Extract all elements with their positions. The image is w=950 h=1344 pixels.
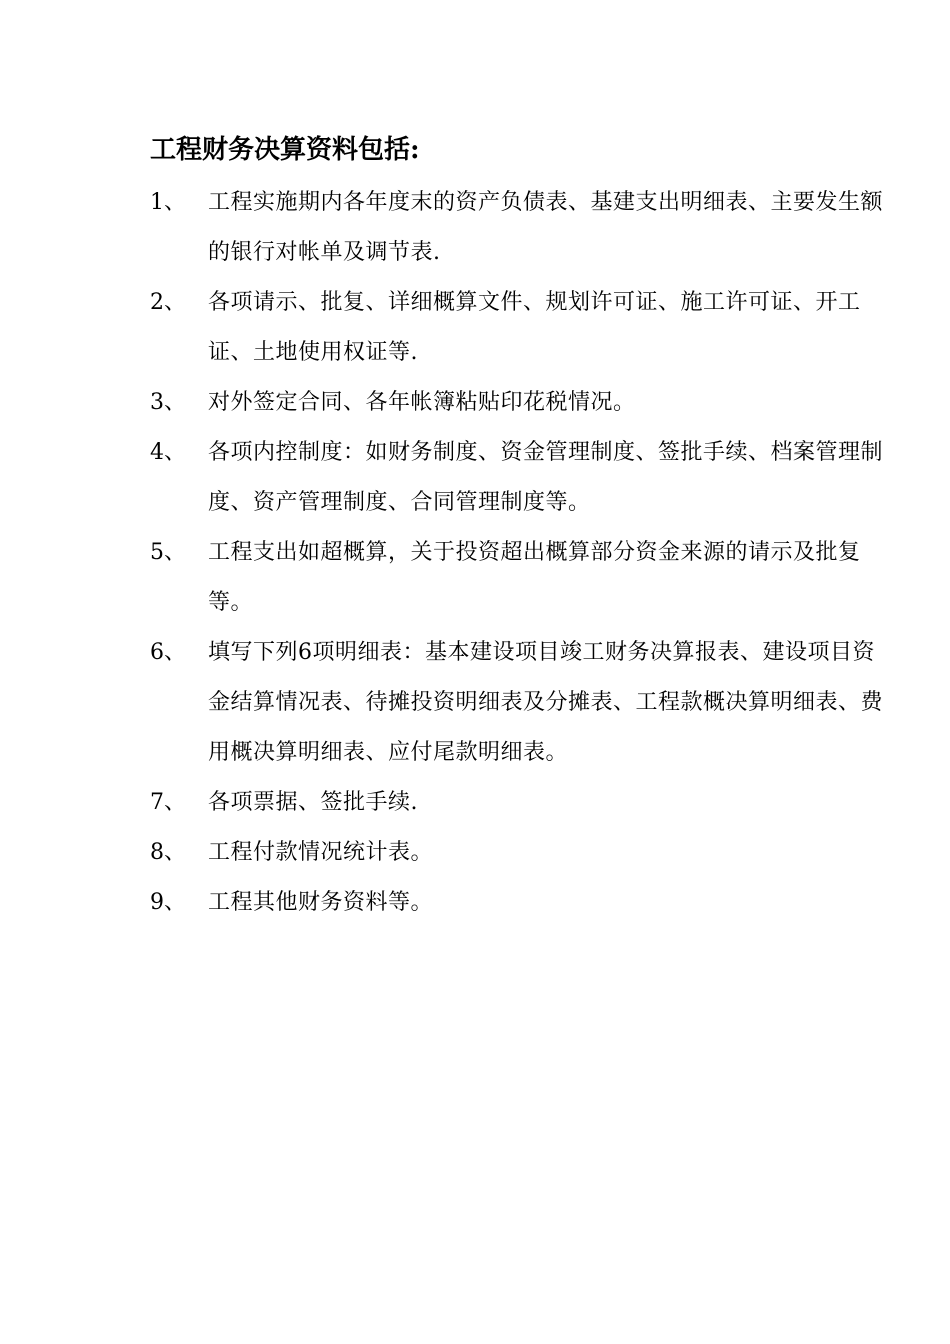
item-number: 5、 (150, 540, 186, 565)
item-text: 工程实施期内各年度末的资产负债表、基建支出明细表、主要发生额的银行对帐单及调节表. (208, 190, 884, 265)
item-text: 工程支出如超概算，关于投资超出概算部分资金来源的请示及批复等。 (208, 540, 861, 615)
document-title: 工程财务决算资料包括: (150, 135, 420, 165)
item-number: 1、 (150, 190, 186, 215)
list-item (150, 828, 892, 878)
list-item (150, 178, 892, 278)
list-item (150, 628, 892, 778)
item-text: 工程其他财务资料等。 (208, 890, 434, 915)
list-item (150, 878, 892, 928)
item-text: 工程付款情况统计表。 (208, 840, 434, 865)
item-number: 3、 (150, 390, 186, 415)
item-text: 各项请示、批复、详细概算文件、规划许可证、施工许可证、开工证、土地使用权证等. (208, 290, 861, 365)
item-number: 6、 (150, 640, 186, 665)
item-number: 7、 (150, 790, 186, 815)
list-item (150, 278, 892, 378)
item-number: 9、 (150, 890, 186, 915)
item-text: 填写下列6项明细表：基本建设项目竣工财务决算报表、建设项目资金结算情况表、待摊投资明细表及分摊表、工程款概决算明细表、费用概决算明细表、应付尾款明细表。 (208, 640, 884, 765)
item-text: 对外签定合同、各年帐簿粘贴印花税情况。 (208, 390, 636, 415)
item-number: 4、 (150, 440, 186, 465)
item-number: 2、 (150, 290, 186, 315)
item-number: 8、 (150, 840, 186, 865)
list-item (150, 378, 892, 428)
list-item (150, 778, 892, 828)
materials-list (150, 178, 892, 928)
list-item (150, 428, 892, 528)
item-text: 各项票据、签批手续. (208, 790, 418, 815)
list-item (150, 528, 892, 628)
item-text: 各项内控制度：如财务制度、资金管理制度、签批手续、档案管理制度、资产管理制度、合同管理制度等。 (208, 440, 884, 515)
